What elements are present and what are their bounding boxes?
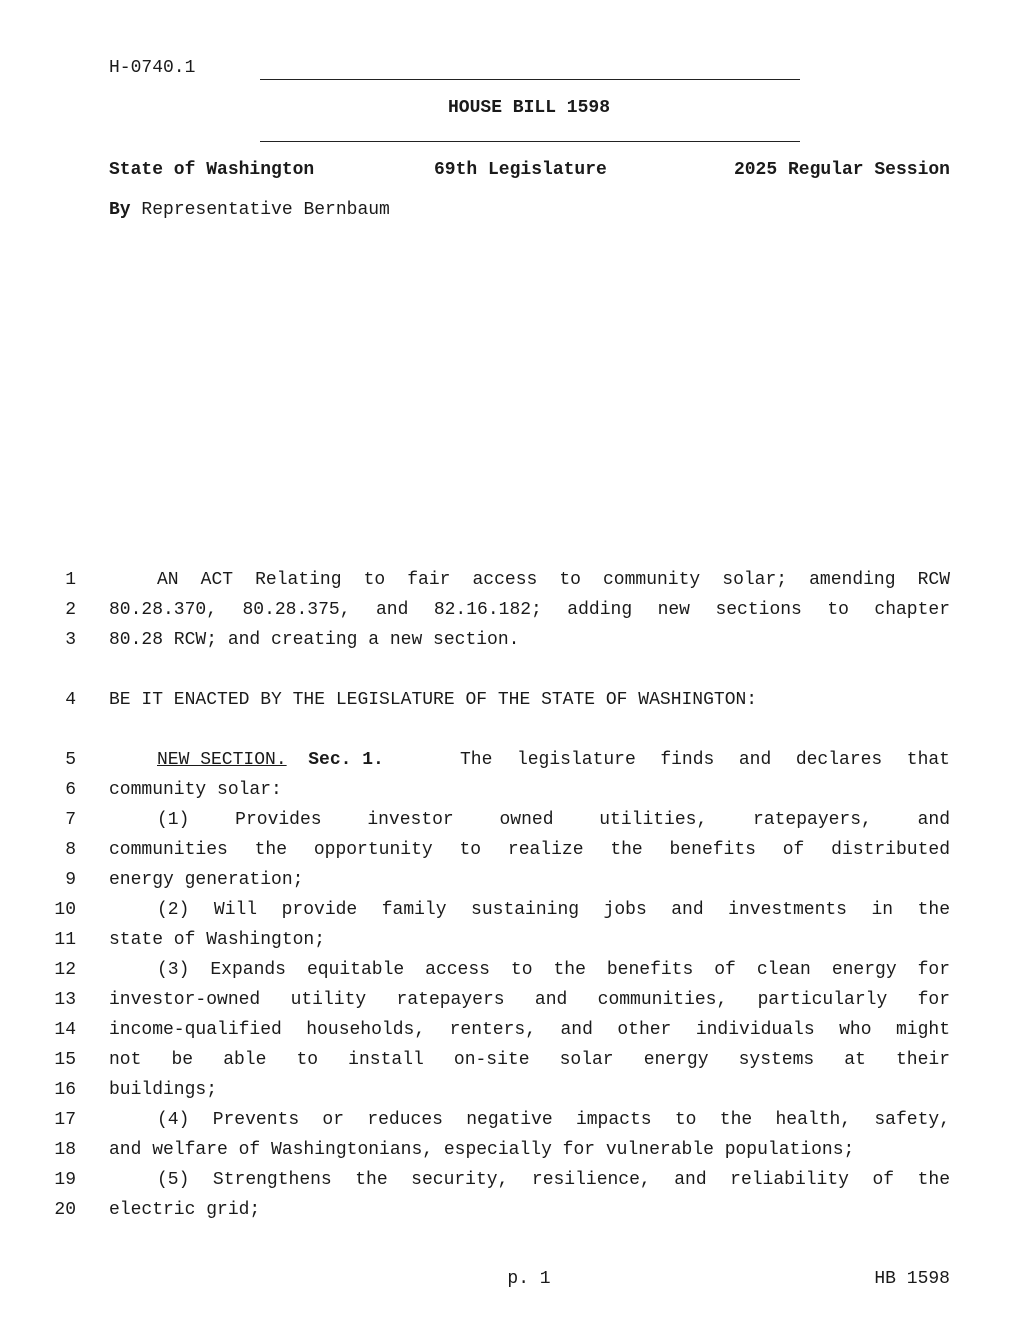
line-number: 20 — [54, 1200, 76, 1220]
text-line: 80.28.370, 80.28.375, and 82.16.182; adding new sections to chapter — [109, 600, 950, 620]
line-number: 15 — [54, 1050, 76, 1070]
bill-title: HOUSE BILL 1598 — [447, 98, 611, 118]
text-line: 80.28 RCW; and creating a new section. — [109, 630, 520, 650]
text-line: energy generation; — [109, 870, 304, 890]
line-number: 11 — [54, 930, 76, 950]
line-number: 6 — [65, 780, 76, 800]
text-line: (1) Provides investor owned utilities, ratepayers, and — [157, 810, 950, 830]
line-number: 18 — [54, 1140, 76, 1160]
text-line: electric grid; — [109, 1200, 261, 1220]
line-number: 19 — [54, 1170, 76, 1190]
sponsor-name: Representative Bernbaum — [141, 200, 390, 220]
title-rule-bottom — [260, 141, 800, 142]
session-label: 2025 Regular Session — [733, 160, 950, 180]
line-number: 1 — [65, 570, 76, 590]
text-line: AN ACT Relating to fair access to community solar; amending RCW — [157, 570, 950, 590]
text-line: (4) Prevents or reduces negative impacts to the health, safety, — [157, 1110, 950, 1130]
sponsor-by: By — [109, 200, 131, 220]
page-number: p. 1 — [507, 1269, 551, 1289]
line-number: 4 — [65, 690, 76, 710]
text-line: not be able to install on-site solar energy systems at their — [109, 1050, 950, 1070]
line-number: 14 — [54, 1020, 76, 1040]
title-rule-top — [260, 79, 800, 80]
text-line: and welfare of Washingtonians, especially for vulnerable populations; — [109, 1140, 855, 1160]
text-line: communities the opportunity to realize the benefits of distributed — [109, 840, 950, 860]
section-text: The legislature finds and declares that — [460, 750, 950, 770]
new-section-label: NEW SECTION. — [157, 750, 287, 770]
text-line: investor-owned utility ratepayers and communities, particularly for — [109, 990, 950, 1010]
text-line: community solar: — [109, 780, 282, 800]
text-line: (2) Will provide family sustaining jobs and investments in the — [157, 900, 950, 920]
line-number: 16 — [54, 1080, 76, 1100]
line-number: 8 — [65, 840, 76, 860]
sponsor-line — [109, 200, 390, 220]
legislature-label: 69th Legislature — [434, 160, 607, 180]
text-line: (3) Expands equitable access to the benefits of clean energy for — [157, 960, 950, 980]
section-prefix — [157, 750, 384, 780]
line-number: 13 — [54, 990, 76, 1010]
line-number: 7 — [65, 810, 76, 830]
text-line: income-qualified households, renters, and other individuals who might — [109, 1020, 950, 1040]
section-number: Sec. 1. — [308, 750, 384, 770]
footer-bill-ref: HB 1598 — [874, 1269, 950, 1289]
section-heading-line — [157, 750, 950, 780]
text-line: buildings; — [109, 1080, 218, 1100]
line-number: 5 — [65, 750, 76, 770]
line-number: 3 — [65, 630, 76, 650]
line-number: 10 — [54, 900, 76, 920]
line-number: 2 — [65, 600, 76, 620]
state-label: State of Washington — [109, 160, 315, 180]
enacting-clause: BE IT ENACTED BY THE LEGISLATURE OF THE STATE OF WASHINGTON: — [109, 690, 758, 710]
document-id: H-0740.1 — [109, 58, 196, 78]
line-number: 17 — [54, 1110, 76, 1130]
line-number: 12 — [54, 960, 76, 980]
text-line: (5) Strengthens the security, resilience, and reliability of the — [157, 1170, 950, 1190]
line-number: 9 — [65, 870, 76, 890]
text-line: state of Washington; — [109, 930, 326, 950]
